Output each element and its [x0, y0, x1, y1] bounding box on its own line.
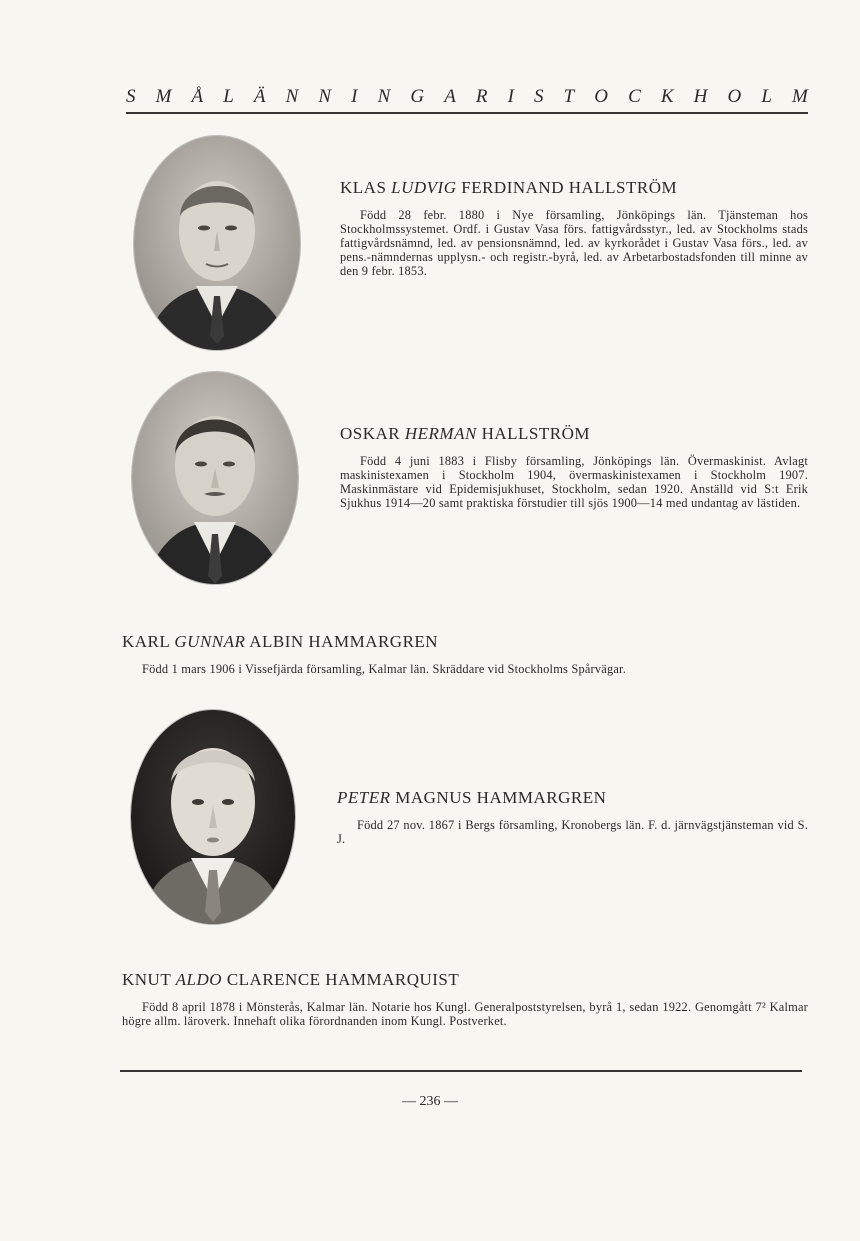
portrait-photo-hallstrom-oskar — [132, 372, 298, 584]
entry-karl-gunnar-albin-hammargren — [122, 632, 808, 676]
entry-klas-ludvig-ferdinand-hallstrom — [340, 178, 808, 278]
entry-name: OSKAR HERMAN HALLSTRÖM — [340, 424, 590, 443]
entry-knut-aldo-clarence-hammarquist — [122, 970, 808, 1028]
entry-name: KLAS LUDVIG FERDINAND HALLSTRÖM — [340, 178, 678, 197]
entry-biography: Född 27 nov. 1867 i Bergs församling, Kronobergs län. F. d. järnvägstjänsteman vid S. J. — [337, 818, 808, 846]
portrait-photo-hammargren-peter — [131, 710, 295, 924]
running-head: S M Å L Ä N N I N G A R I S T O C K H O L M — [126, 86, 808, 107]
entry-name: PETER MAGNUS HAMMARGREN — [337, 788, 607, 807]
entry-biography: Född 28 febr. 1880 i Nye församling, Jönköpings län. Tjänsteman hos Stockholmssystemet. Ordf. i Gustav Vasa förs. fattigvårdsstyr., led. av Stockholms stads fattigvårdsnämnd, led. av pensionsnämnd, led. av kyrkorådet i Gustav Vasa förs., led. av pens.-nämndernas upplysn.- och registr.-byrå, led. av Arbetarbostadsfonden till minne av den 9 febr. 1853. — [340, 208, 808, 278]
entry-oskar-herman-hallstrom — [340, 424, 808, 510]
entry-biography: Född 1 mars 1906 i Vissefjärda församling, Kalmar län. Skräddare vid Stockholms Spårvägar. — [142, 662, 626, 676]
header-rule — [126, 112, 808, 114]
entry-biography: Född 8 april 1878 i Mönsterås, Kalmar län. Notarie hos Kungl. Generalpoststyrelsen, byrå 1, sedan 1922. Genomgått 7² Kalmar högre allm. läroverk. Innehaft olika förordnanden inom Kungl. Postverket. — [122, 1000, 808, 1028]
entry-biography: Född 4 juni 1883 i Flisby församling, Jönköpings län. Övermaskinist. Avlagt maskinistexamen i Stockholm 1904, övermaskinistexamen i Stockholm 1907. Maskinmästare vid Epidemisjukhuset, Stockholm, sedan 1920. Anställd vid S:t Erik Sjukhus 1914—20 samt praktiska förstudier till sjös 1900—14 med undantag av lästiden. — [340, 454, 808, 510]
page-number: — 236 — — [402, 1094, 458, 1109]
footer-rule — [120, 1070, 802, 1072]
portrait-photo-hallstrom-klas — [134, 136, 300, 350]
entry-peter-magnus-hammargren — [337, 788, 808, 846]
entry-name: KNUT ALDO CLARENCE HAMMARQUIST — [122, 970, 460, 989]
entry-name: KARL GUNNAR ALBIN HAMMARGREN — [122, 632, 439, 651]
